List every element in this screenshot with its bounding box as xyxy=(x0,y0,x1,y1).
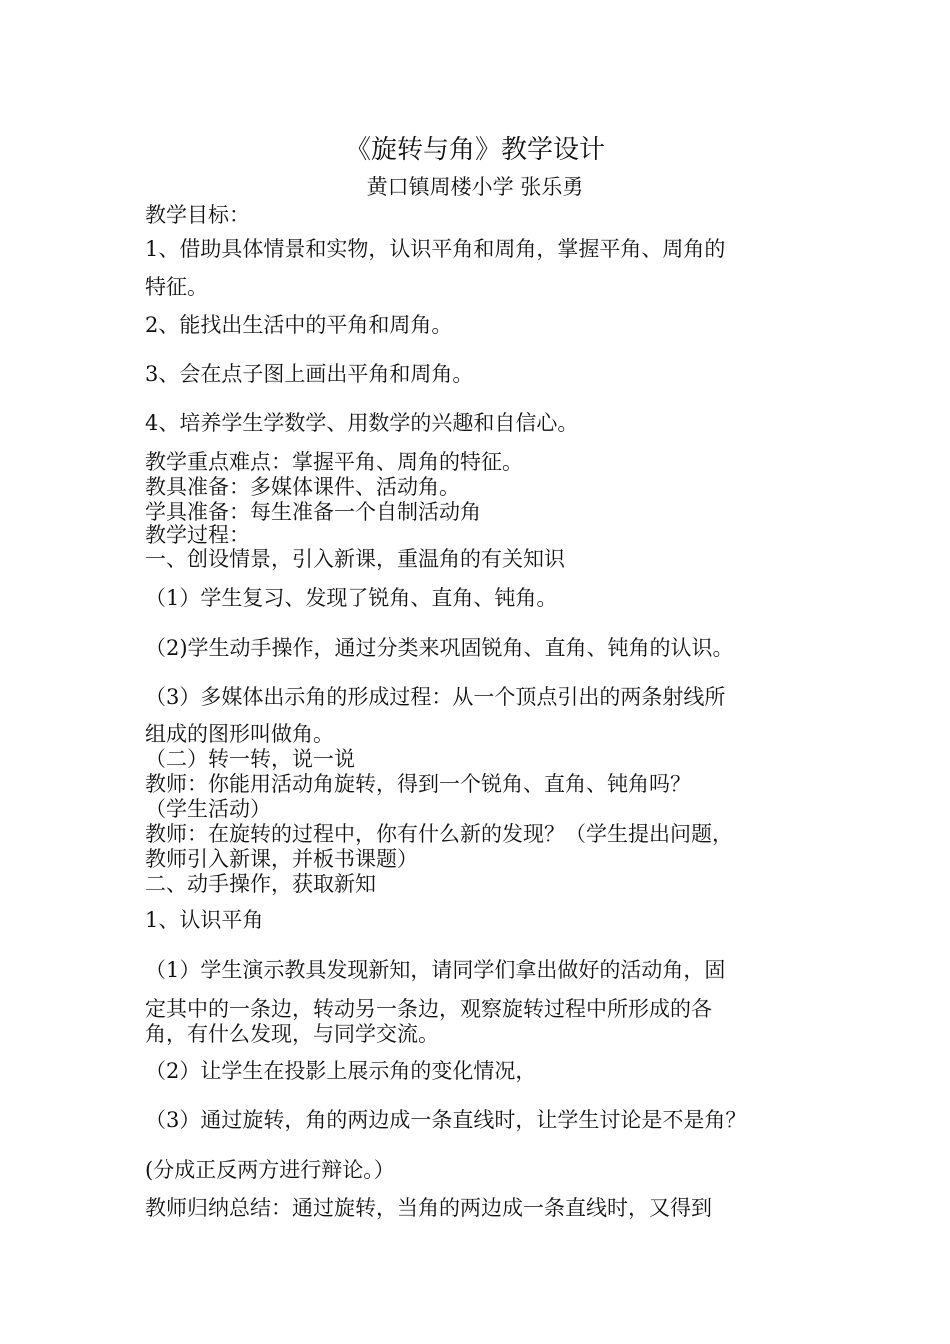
body-line: 教师归纳总结：通过旋转，当角的两边成一条直线时，又得到 xyxy=(145,1196,712,1220)
document-title: 《旋转与角》教学设计 xyxy=(344,135,605,165)
body-line: 二、动手操作，获取新知 xyxy=(145,872,376,896)
body-line: 组成的图形叫做角。 xyxy=(145,722,334,746)
body-line: （学生活动） xyxy=(145,797,271,821)
body-line: 教师引入新课，并板书课题） xyxy=(145,847,418,871)
body-line: 一、创设情景，引入新课，重温角的有关知识 xyxy=(145,547,565,571)
body-line: （1）学生演示教具发现新知，请同学们拿出做好的活动角，固 xyxy=(145,958,726,982)
body-line: (分成正反两方进行辩论。） xyxy=(145,1158,395,1182)
body-line: 教学目标： xyxy=(145,203,250,227)
body-line: （二）转一转，说一说 xyxy=(145,747,355,771)
body-line: 2、能找出生活中的平角和周角。 xyxy=(145,313,453,337)
body-line: （3）多媒体出示角的形成过程：从一个顶点引出的两条射线所 xyxy=(145,685,726,709)
body-line: 1、借助具体情景和实物，认识平角和周角，掌握平角、周角的 xyxy=(145,237,726,261)
body-line: 定其中的一条边，转动另一条边，观察旋转过程中所形成的各 xyxy=(145,997,712,1021)
body-line: 教师：在旋转的过程中，你有什么新的发现？（学生提出问题， xyxy=(145,822,733,846)
body-line: 3、会在点子图上画出平角和周角。 xyxy=(145,362,474,386)
body-line: （3）通过旋转，角的两边成一条直线时，让学生讨论是不是角？ xyxy=(145,1108,747,1132)
body-line: 角，有什么发现，与同学交流。 xyxy=(145,1022,439,1046)
body-line: 学具准备：每生准备一个自制活动角 xyxy=(145,500,481,524)
body-line: 教学重点难点：掌握平角、周角的特征。 xyxy=(145,450,523,474)
body-line: 1、认识平角 xyxy=(145,908,264,932)
body-line: （2)学生动手操作，通过分类来巩固锐角、直角、钝角的认识。 xyxy=(145,636,734,660)
body-line: 教师：你能用活动角旋转，得到一个锐角、直角、钝角吗？ xyxy=(145,772,691,796)
body-line: 特征。 xyxy=(145,275,208,299)
author-line: 黄口镇周楼小学 张乐勇 xyxy=(366,175,584,199)
body-line: （2）让学生在投影上展示角的变化情况， xyxy=(145,1059,537,1083)
body-line: 4、培养学生学数学、用数学的兴趣和自信心。 xyxy=(145,411,579,435)
body-line: 教学过程： xyxy=(145,523,250,547)
body-line: （1）学生复习、发现了锐角、直角、钝角。 xyxy=(145,586,558,610)
body-line: 教具准备：多媒体课件、活动角。 xyxy=(145,475,460,499)
